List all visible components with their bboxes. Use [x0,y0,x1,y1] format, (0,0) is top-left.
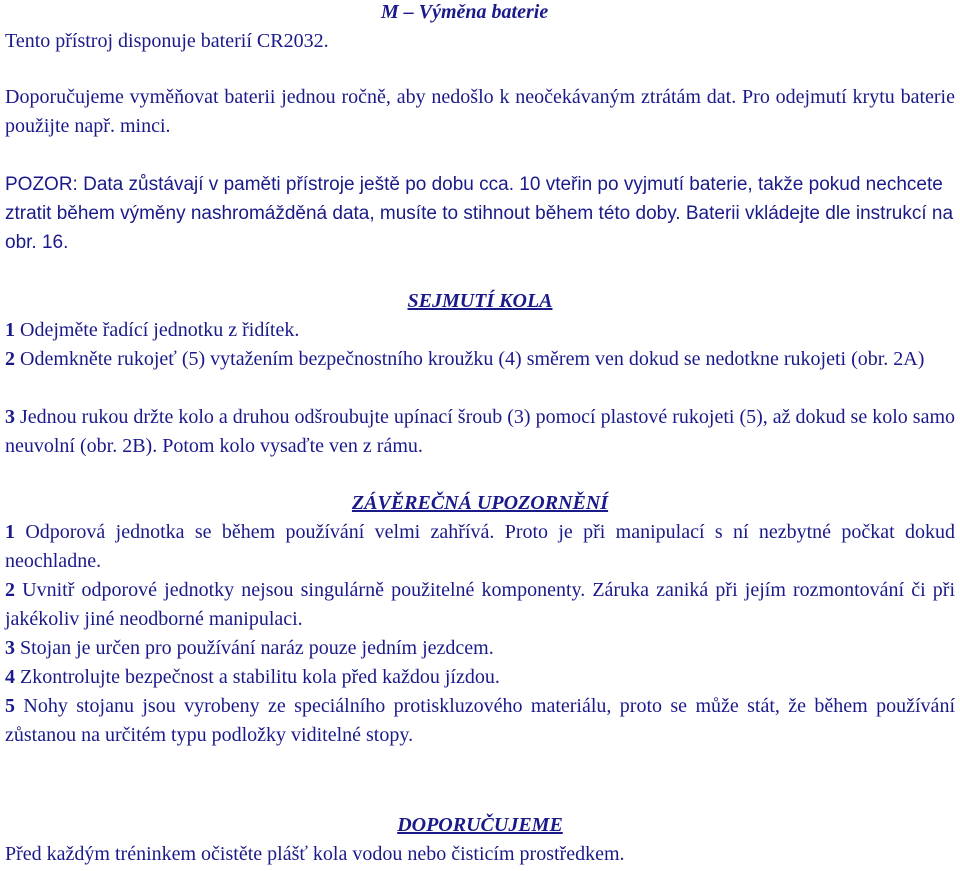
step-text: Odejměte řadící jednotku z řidítek. [20,319,300,341]
final-warnings-heading: ZÁVĚREČNÁ UPOZORNĚNÍ [351,492,609,514]
recommendations-heading: DOPORUČUJEME [397,814,563,836]
step-text: Odemkněte rukojeť (5) vytažením bezpečnostního kroužku (4) směrem ven dokud se nedotkne rukojeti (obr. 2A) [20,348,925,370]
step-number: 2 [5,348,15,370]
item-text: Uvnitř odporové jednotky nejsou singulárně použitelné komponenty. Záruka zaniká při jejím rozmontování či při jakékoliv jiné neodborné manipulaci. [5,579,956,630]
warning-item-1 [5,518,955,576]
battery-warning-part1: POZOR: Data zůstávají v paměti přístroje ještě po dobu cca. 10 vteřin po vyjmutí baterie, takže pokud nechcete ztratit během výměny nashromážděná data, musíte to stihnout během této doby. [5,174,943,224]
step-number: 3 [5,406,15,428]
battery-recommendation: Doporučujeme vyměňovat baterii jednou ročně, aby nedošlo k neočekávaným ztrátám dat. Pro odejmutí krytu baterie použijte např. minci. [5,86,955,137]
wheel-step-2 [5,345,955,374]
warning-item-5 [5,692,955,750]
item-number: 5 [5,695,15,717]
item-text: Zkontrolujte bezpečnost a stabilitu kola před každou jízdou. [20,666,500,688]
warning-item-4 [5,663,955,692]
battery-warning [5,170,955,257]
warning-item-2 [5,576,955,634]
item-number: 4 [5,666,15,688]
battery-heading: M – Výměna baterie [381,1,549,23]
item-number: 2 [5,579,15,601]
battery-intro: Tento přístroj disponuje baterií CR2032. [5,30,329,52]
item-number: 3 [5,637,15,659]
warning-item-3 [5,634,955,663]
battery-warning-part2: Baterii vkládejte dle instrukcí na obr. 16. [5,203,954,253]
wheel-step-3 [5,403,955,461]
step-number: 1 [5,319,15,341]
item-text: Nohy stojanu jsou vyrobeny ze speciálního protiskluzového materiálu, proto se může stát, že během používání zůstanou na určitém typu podložky viditelné stopy. [5,695,955,746]
wheel-step-1 [5,316,955,345]
recommendations-text: Před každým tréninkem očistěte plášť kola vodou nebo čisticím prostředkem. [5,843,625,865]
item-text: Odporová jednotka se během používání velmi zahřívá. Proto je při manipulací s ní nezbytné počkat dokud neochladne. [5,521,956,572]
step-text: Jednou rukou držte kolo a druhou odšroubujte upínací šroub (3) pomocí plastové rukojeti (5), až dokud se kolo samo neuvolní (obr. 2B). Potom kolo vysaďte ven z rámu. [5,406,955,457]
wheel-removal-heading: SEJMUTÍ KOLA [407,290,553,312]
item-text: Stojan je určen pro používání naráz pouze jedním jezdcem. [20,637,494,659]
item-number: 1 [5,521,15,543]
